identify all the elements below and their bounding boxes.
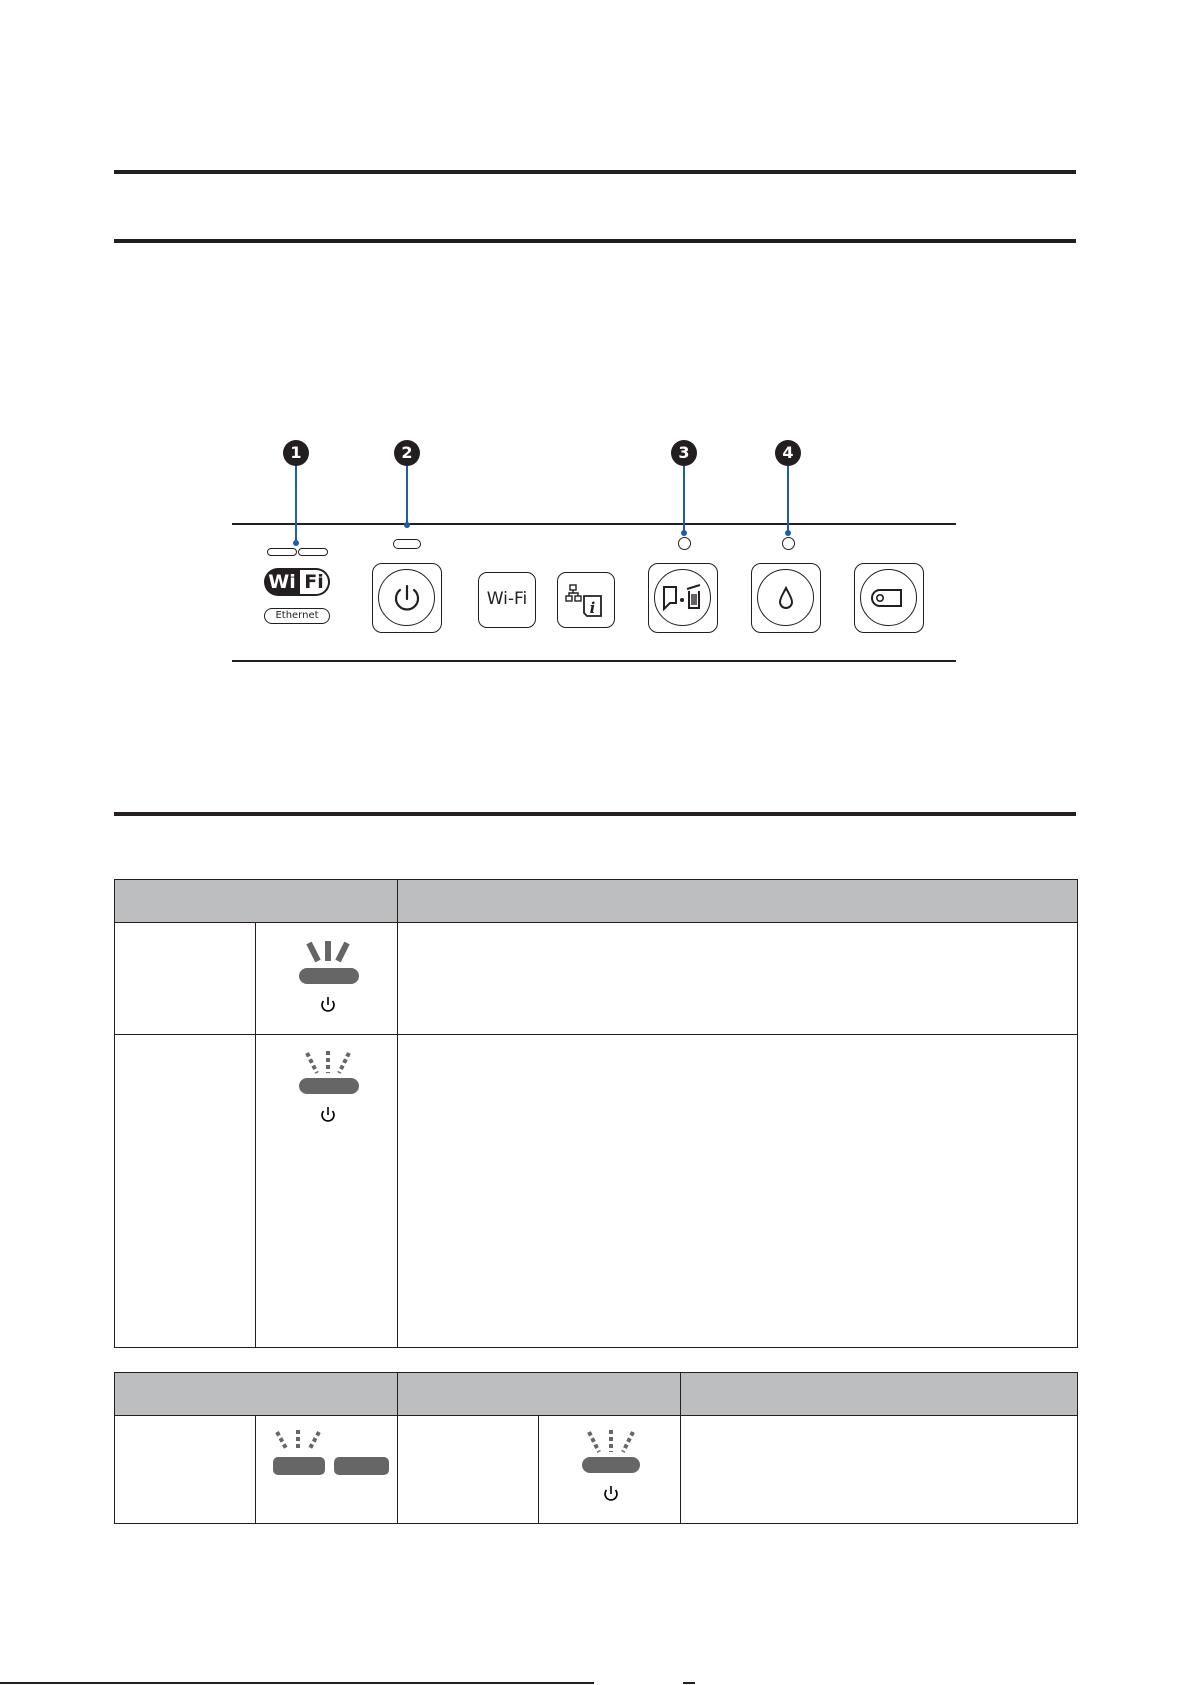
callout-4-leader-dot xyxy=(785,530,791,536)
network-status-button[interactable] xyxy=(557,572,615,628)
footer-rule xyxy=(0,1682,594,1684)
paper-feed-button[interactable] xyxy=(854,563,924,633)
ethernet-label: Ethernet xyxy=(264,608,330,624)
ink-drop-icon xyxy=(751,563,821,633)
wifi-logo-left: Wi xyxy=(264,568,300,596)
callout-1: 1 xyxy=(283,440,309,466)
ethernet-led xyxy=(298,548,328,556)
table2-row1-label1 xyxy=(115,1416,256,1524)
table-row xyxy=(115,1416,1078,1524)
callout-2-leader xyxy=(406,466,408,524)
callout-1-leader-dot xyxy=(293,540,299,546)
wifi-logo xyxy=(264,568,330,596)
callout-4: 4 xyxy=(775,440,801,466)
table1-header-2 xyxy=(398,880,1078,923)
table1-row2-label xyxy=(115,1035,256,1348)
callout-2: 2 xyxy=(394,440,420,466)
callout-3-leader-dot xyxy=(681,530,687,536)
footer-mark xyxy=(683,1682,695,1684)
panel-bottom-edge xyxy=(232,660,956,662)
panel-top-edge xyxy=(232,523,956,525)
power-light-flashing-icon xyxy=(257,1035,397,1135)
network-light-table xyxy=(114,1372,1078,1524)
callout-3-leader xyxy=(683,466,685,533)
section2-rule xyxy=(114,812,1076,816)
paper-cancel-icon xyxy=(648,563,718,633)
power-icon xyxy=(372,563,442,633)
callout-1-leader xyxy=(295,466,297,542)
ink-button[interactable] xyxy=(751,563,821,633)
table1-row1-description xyxy=(398,923,1078,1035)
table2-header-3 xyxy=(681,1373,1078,1416)
network-status-sheet-icon xyxy=(557,572,615,628)
wifi-logo-right: Fi xyxy=(300,568,330,596)
ink-led xyxy=(782,537,795,550)
paper-cancel-led xyxy=(678,537,691,550)
callout-2-leader-dot xyxy=(404,522,410,528)
power-button[interactable] xyxy=(372,563,442,633)
table1-row2-description xyxy=(398,1035,1078,1348)
wifi-button-label: Wi-Fi xyxy=(486,589,528,609)
table-row xyxy=(115,923,1078,1035)
power-led xyxy=(393,539,421,549)
wifi-led xyxy=(267,548,297,556)
table1-header-1 xyxy=(115,880,398,923)
table-row xyxy=(115,1035,1078,1348)
control-panel-illustration xyxy=(0,0,1191,700)
power-light-on-icon xyxy=(257,923,397,1029)
callout-3: 3 xyxy=(671,440,697,466)
table2-header-1 xyxy=(115,1373,398,1416)
svg-text:i: i xyxy=(589,598,595,617)
power-light-flashing-icon xyxy=(540,1416,680,1516)
table1-row1-label xyxy=(115,923,256,1035)
paper-cancel-button[interactable] xyxy=(648,563,718,633)
network-light-flashing-icon xyxy=(257,1416,397,1506)
table2-row1-label2 xyxy=(398,1416,539,1524)
table2-row1-description xyxy=(681,1416,1078,1524)
wifi-button[interactable] xyxy=(478,572,536,628)
power-light-table xyxy=(114,879,1078,1348)
table2-header-2 xyxy=(398,1373,681,1416)
roll-paper-icon xyxy=(854,563,924,633)
callout-4-leader xyxy=(787,466,789,533)
